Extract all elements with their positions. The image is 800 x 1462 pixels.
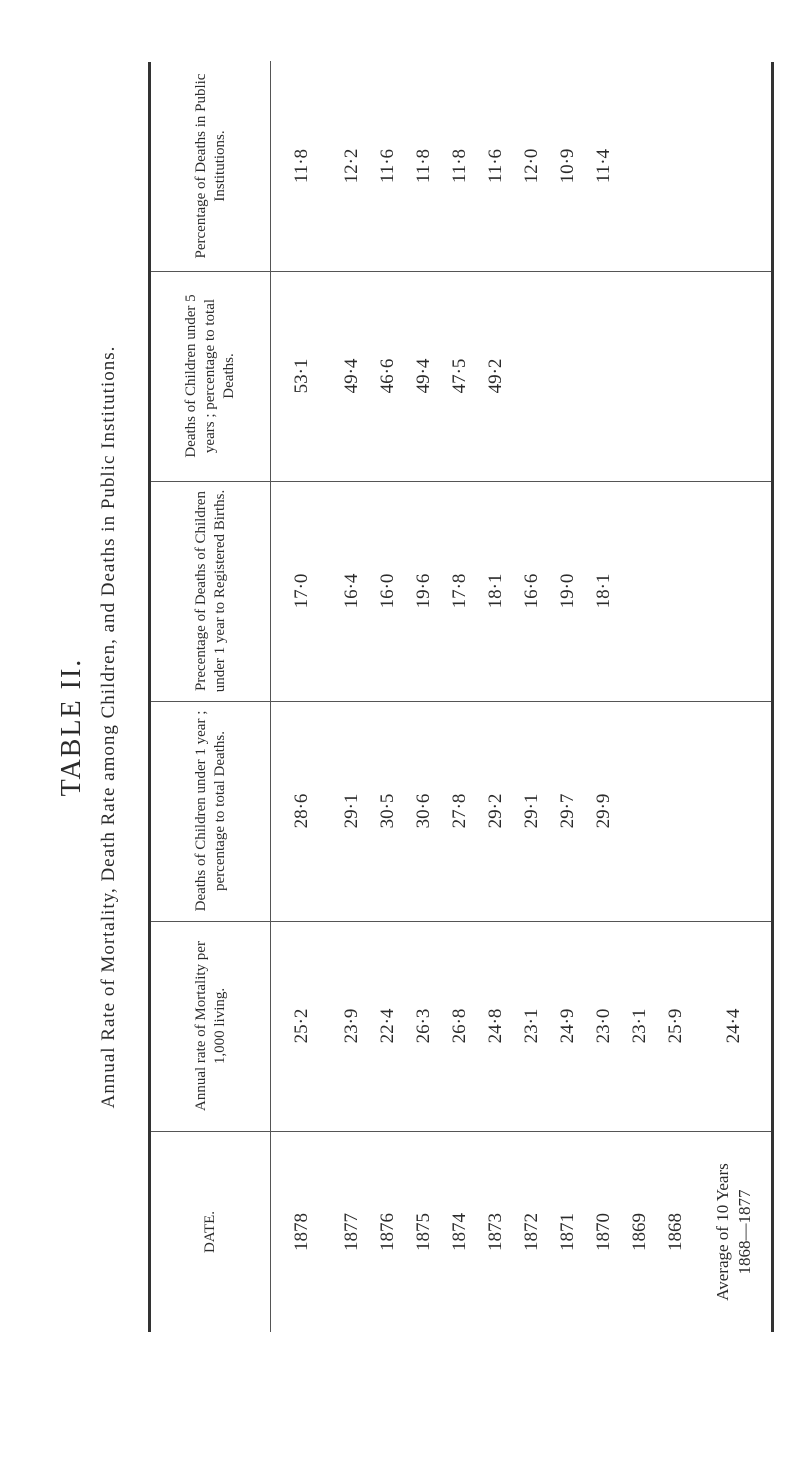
table-cell: 24·8 (485, 1008, 506, 1044)
table-cell: 10·9 (557, 148, 578, 184)
mortality-header: Annual rate of Mortality per 1,000 living. (151, 921, 271, 1131)
table-cell: 23·0 (593, 1008, 614, 1044)
table-cell: 23·9 (341, 1008, 362, 1044)
table-cell: 49·2 (485, 358, 506, 394)
table-cell: 17·8 (449, 573, 470, 609)
table-cell: 1878 (291, 1213, 312, 1251)
table-cell: 1872 (521, 1213, 542, 1251)
table-cell: 16·6 (521, 573, 542, 609)
table-cell: 19·6 (413, 573, 434, 609)
table-cell: 1868 (665, 1213, 686, 1251)
table-cell: 46·6 (377, 358, 398, 394)
date-column (151, 1132, 771, 1332)
table-cell: 1871 (557, 1213, 578, 1251)
table-cell: 1870 (593, 1213, 614, 1251)
institutions-header: Percentage of Deaths in Public Institutions. (151, 61, 271, 271)
mortality-table (148, 62, 774, 1332)
table-cell: 28·6 (291, 793, 312, 829)
table-cell: 1874 (449, 1213, 470, 1251)
table-cell: 49·4 (341, 358, 362, 394)
table-cell: 25·2 (291, 1008, 312, 1044)
table-cell: 24·9 (557, 1008, 578, 1044)
mortality-column (151, 921, 771, 1132)
table-cell: 16·4 (341, 573, 362, 609)
average-range: 1868—1877 (735, 1189, 754, 1275)
under1-deaths-column (151, 701, 771, 922)
table-cell: 22·4 (377, 1008, 398, 1044)
table-cell: 16·0 (377, 573, 398, 609)
under1-births-header: Precentage of Deaths of Children under 1 year to Registered Births. (151, 481, 271, 701)
table-cell: 11·8 (291, 148, 312, 184)
table-cell: 26·8 (449, 1008, 470, 1044)
table-cell: 49·4 (413, 358, 434, 394)
table-cell: 1873 (485, 1213, 506, 1251)
table-subtitle: Annual Rate of Mortality, Death Rate among Children, and Deaths in Public Institutions. (98, 345, 119, 1109)
table-cell: 23·1 (629, 1008, 650, 1044)
table-cell: 29·1 (521, 793, 542, 829)
table-cell: 29·9 (593, 793, 614, 829)
table-cell: 12·2 (341, 148, 362, 184)
institutions-column (151, 61, 771, 272)
table-cell: 47·5 (449, 358, 470, 394)
table-cell: 23·1 (521, 1008, 542, 1044)
table-cell: 18·1 (485, 573, 506, 609)
table-cell: 1876 (377, 1213, 398, 1251)
table-title: TABLE II. (56, 657, 87, 797)
table-cell: 11·8 (413, 148, 434, 184)
table-cell: 11·6 (377, 148, 398, 184)
table-cell: 12·0 (521, 148, 542, 184)
under1-deaths-header: Deaths of Children under 1 year ; percentage to total Deaths. (151, 701, 271, 921)
table-cell: 29·7 (557, 793, 578, 829)
table-cell: 1877 (341, 1213, 362, 1251)
table-cell: 1875 (413, 1213, 434, 1251)
table-cell: 27·8 (449, 793, 470, 829)
table-cell: 11·4 (593, 148, 614, 184)
under5-deaths-column (151, 271, 771, 482)
table-cell: 1869 (629, 1213, 650, 1251)
table-cell: 25·9 (665, 1008, 686, 1044)
table-cell: 26·3 (413, 1008, 434, 1044)
table-cell: 18·1 (593, 573, 614, 609)
table-cell: 29·1 (341, 793, 362, 829)
average-label: Average of 10 Years (713, 1163, 732, 1301)
table-cell: 19·0 (557, 573, 578, 609)
table-cell: 17·0 (291, 573, 312, 609)
under5-deaths-header: Deaths of Children under 5 years ; percentage to total Deaths. (151, 271, 271, 481)
under1-births-column (151, 481, 771, 702)
average-mortality: 24·4 (723, 1008, 744, 1044)
table-cell: 30·5 (377, 793, 398, 829)
table-cell: 29·2 (485, 793, 506, 829)
table-cell: 11·6 (485, 148, 506, 184)
table-cell: 53·1 (291, 358, 312, 394)
date-header: DATE. (151, 1132, 271, 1332)
table-cell: 11·8 (449, 148, 470, 184)
table-cell: 30·6 (413, 793, 434, 829)
